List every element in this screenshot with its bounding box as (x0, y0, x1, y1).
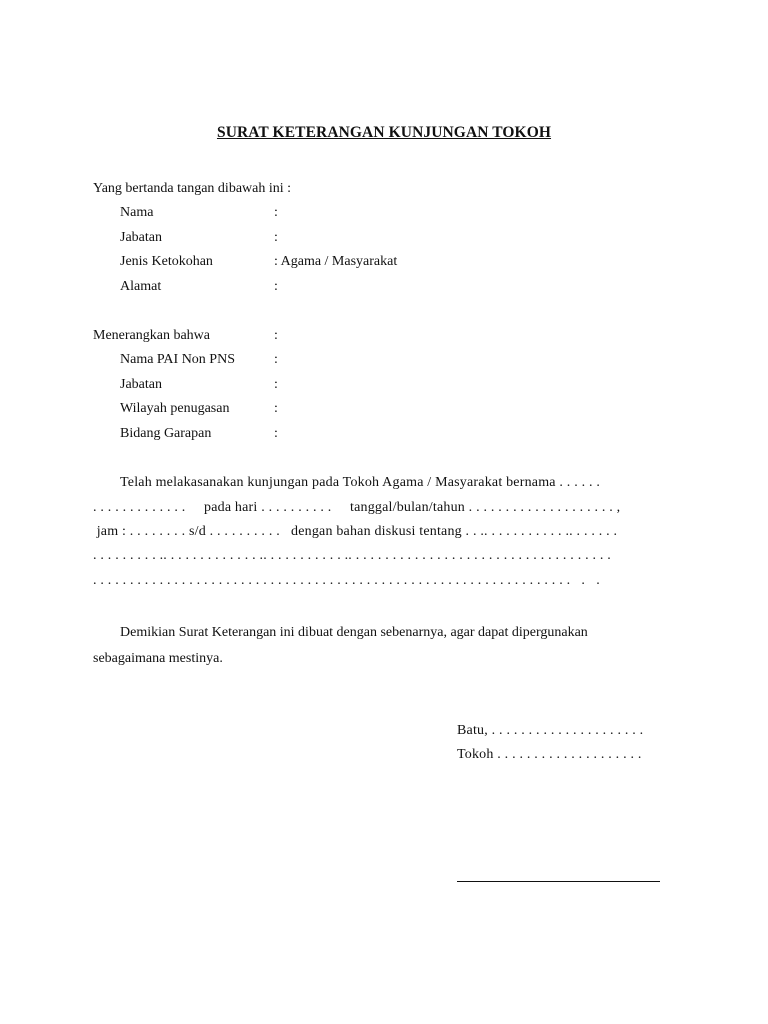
closing-line: sebagaimana mestinya. (93, 651, 223, 666)
field-value-jenis-ketokohan: : Agama / Masyarakat (274, 254, 398, 269)
field-label-nama-pai: Nama PAI Non PNS (120, 352, 235, 367)
field-label-jenis-ketokohan: Jenis Ketokohan (120, 254, 213, 269)
field-value-jabatan: : (274, 230, 278, 245)
body-line: jam : . . . . . . . . s/d . . . . . . . . . . dengan bahan diskusi tentang . . .. . . . . . . . . . . .. . . . . . . (93, 524, 618, 539)
field-value-bidang: : (274, 426, 278, 441)
field-value-nama: : (274, 205, 278, 220)
intro-text: Yang bertanda tangan dibawah ini : (93, 181, 292, 196)
field-value-wilayah: : (274, 401, 278, 416)
body-line: . . . . . . . . . . . . . pada hari . . . . . . . . . . tanggal/bulan/tahun . . . . . . . . . . . . . . . . . . . . , (93, 500, 621, 515)
body-line: . . . . . . . . . .. . . . . . . . . . . . . .. . . . . . . . . . . .. . . . . . . . . . . . . . . . . . . . . . . . . . . . . . . . . . . . (93, 548, 611, 563)
section2-heading-value: : (274, 328, 278, 343)
field-value-alamat: : (274, 279, 278, 294)
body-line: Telah melakasanakan kunjungan pada Tokoh Agama / Masyarakat bernama . . . . . . (120, 475, 601, 490)
field-label-alamat: Alamat (120, 279, 162, 294)
signature-place-date: Batu, . . . . . . . . . . . . . . . . . . . . . (457, 723, 644, 738)
field-value-jabatan-pai: : (274, 377, 278, 392)
field-label-nama: Nama (120, 205, 154, 220)
field-label-jabatan-pai: Jabatan (120, 377, 162, 392)
signature-line (457, 881, 660, 882)
field-label-wilayah: Wilayah penugasan (120, 401, 230, 416)
section2-heading-label: Menerangkan bahwa (93, 328, 211, 343)
signature-role: Tokoh . . . . . . . . . . . . . . . . . . . . (457, 747, 642, 762)
field-label-jabatan: Jabatan (120, 230, 162, 245)
document-title: SURAT KETERANGAN KUNJUNGAN TOKOH (216, 124, 552, 141)
closing-line: Demikian Surat Keterangan ini dibuat dengan sebenarnya, agar dapat dipergunakan (120, 625, 588, 640)
field-label-bidang: Bidang Garapan (120, 426, 212, 441)
body-line: . . . . . . . . . . . . . . . . . . . . . . . . . . . . . . . . . . . . . . . . . . . . . . . . . . . . . . . . . . . . . . . . . . . (93, 573, 600, 588)
field-value-nama-pai: : (274, 352, 278, 367)
